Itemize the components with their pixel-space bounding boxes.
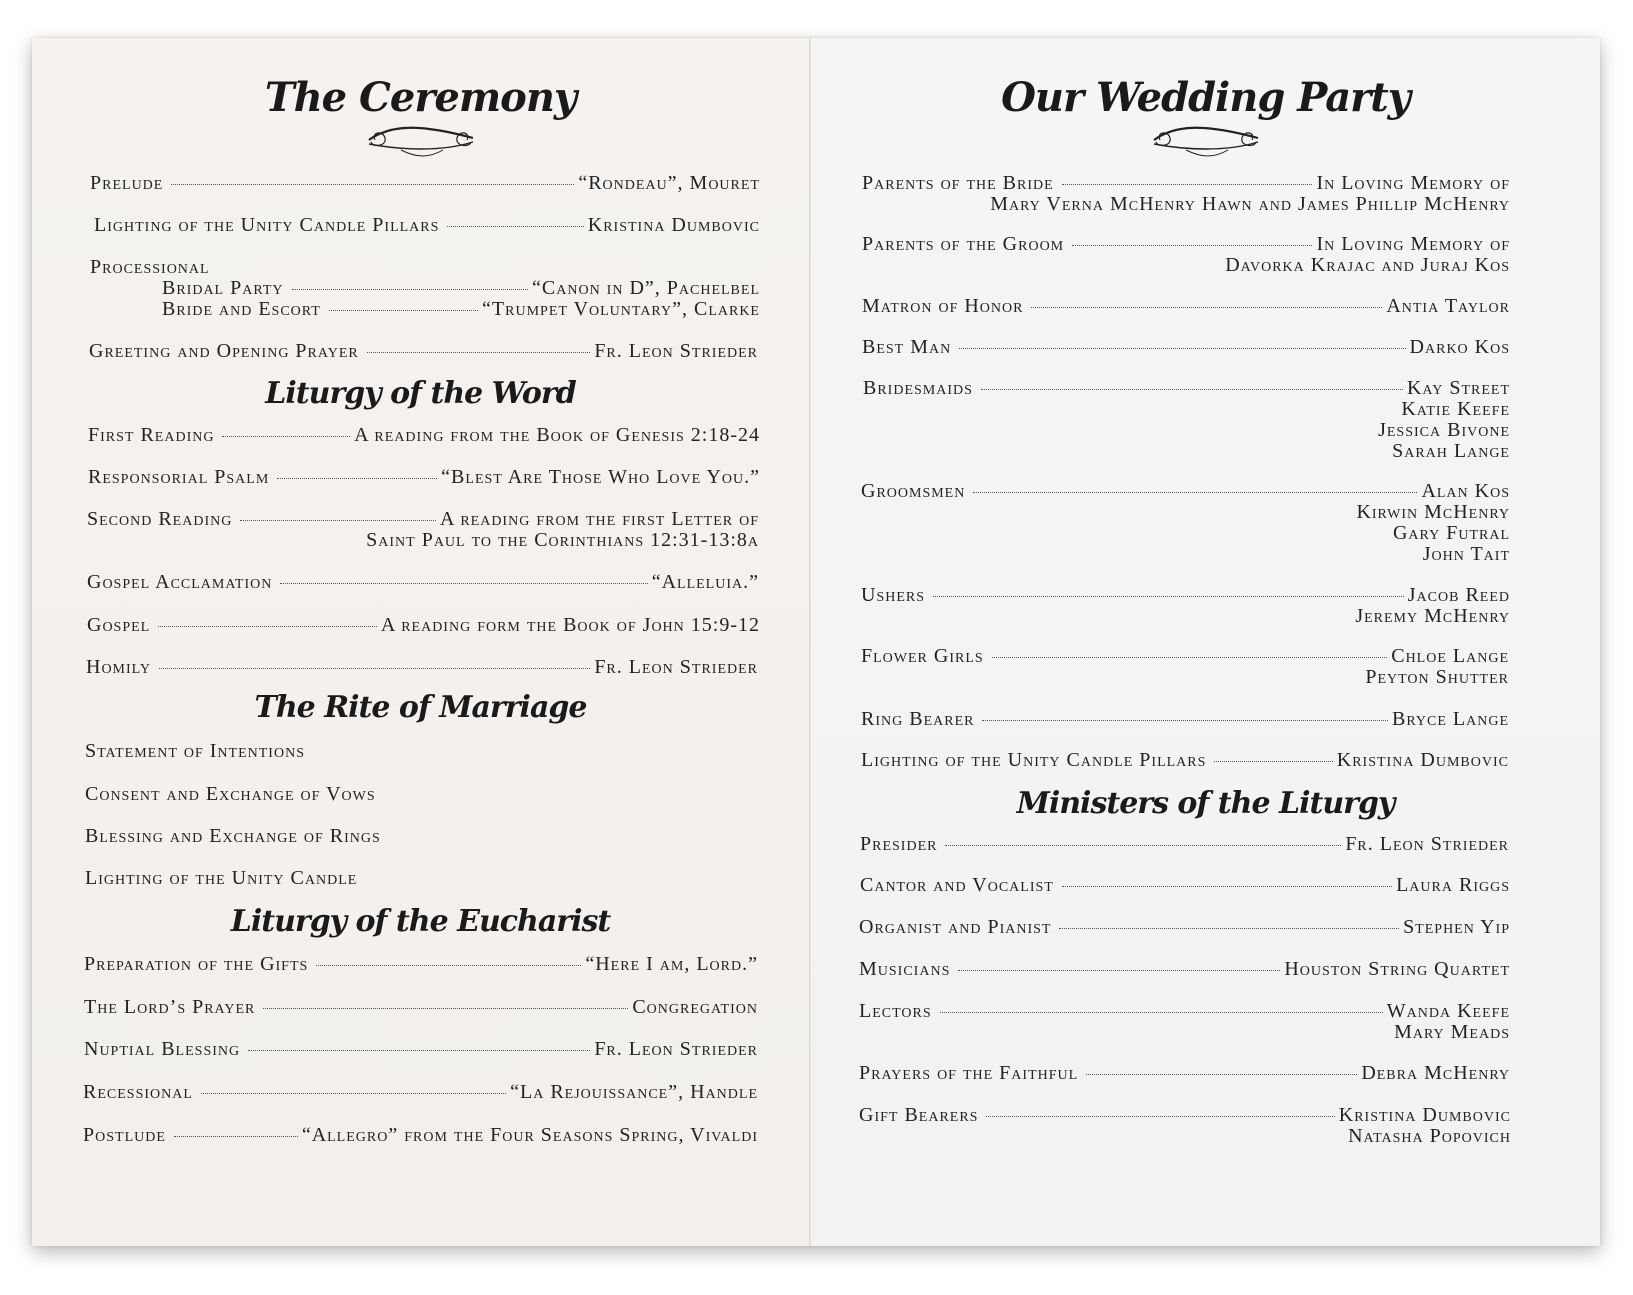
dot-leader bbox=[1072, 244, 1312, 246]
entry-value-continued: Jeremy McHenry bbox=[1355, 605, 1510, 627]
liturgy-eucharist-title: Liturgy of the Eucharist bbox=[230, 904, 611, 939]
entry-value-continued: Kirwin McHenry bbox=[1356, 501, 1510, 523]
entry-value-continued: Katie Keefe bbox=[1401, 398, 1510, 420]
entry-label: Groomsmen bbox=[861, 480, 966, 502]
organist-entry bbox=[859, 916, 1510, 937]
ceremony-title: The Ceremony bbox=[264, 74, 577, 121]
recessional-entry bbox=[83, 1081, 758, 1102]
entry-label: Prelude bbox=[90, 172, 164, 194]
entry-label: Cantor and Vocalist bbox=[860, 874, 1054, 896]
entry-value: “Alleluia.” bbox=[651, 571, 759, 593]
gift-bearers-entry bbox=[859, 1104, 1511, 1146]
entry-value: Antia Taylor bbox=[1386, 295, 1510, 317]
dot-leader bbox=[201, 1092, 506, 1094]
psalm-entry bbox=[88, 466, 760, 487]
homily-entry bbox=[86, 656, 758, 677]
entry-label: Best Man bbox=[862, 336, 952, 358]
gifts-entry bbox=[84, 953, 758, 974]
entry-label: Responsorial Psalm bbox=[88, 466, 270, 488]
entry-value: Kay Street bbox=[1406, 377, 1510, 399]
entry-value: In Loving Memory of bbox=[1316, 233, 1510, 255]
presider-entry bbox=[860, 833, 1509, 854]
entry-value: “Allegro” from the Four Seasons Spring, Vivaldi bbox=[301, 1124, 758, 1146]
musicians-entry bbox=[859, 958, 1510, 979]
dot-leader bbox=[986, 1115, 1334, 1117]
dot-leader bbox=[945, 844, 1341, 846]
entry-value: Fr. Leon Strieder bbox=[594, 656, 758, 678]
dot-leader bbox=[1062, 183, 1313, 185]
first-reading-entry bbox=[88, 424, 760, 445]
dot-leader bbox=[263, 1007, 628, 1009]
dot-leader bbox=[1086, 1073, 1357, 1075]
liturgy-word-title: Liturgy of the Word bbox=[265, 376, 576, 411]
dot-leader bbox=[933, 595, 1404, 597]
dot-leader bbox=[174, 1135, 298, 1137]
entry-label: First Reading bbox=[88, 424, 215, 446]
parents-bride-entry bbox=[862, 172, 1510, 214]
parents-groom-entry bbox=[862, 233, 1510, 275]
entry-label: Homily bbox=[86, 656, 151, 678]
entry-value-continued: Saint Paul to the Corinthians 12:31-13:8a bbox=[366, 529, 759, 551]
dot-leader bbox=[981, 388, 1403, 390]
entry-label: Greeting and Opening Prayer bbox=[89, 340, 359, 362]
dot-leader bbox=[159, 667, 590, 669]
entry-label: Processional bbox=[90, 256, 210, 278]
entry-label: Gospel bbox=[87, 614, 151, 636]
dot-leader bbox=[1214, 760, 1332, 762]
prayers-entry bbox=[859, 1062, 1510, 1083]
entry-label: Preparation of the Gifts bbox=[84, 953, 309, 975]
entry-label: Nuptial Blessing bbox=[84, 1038, 241, 1060]
entry-label: Lectors bbox=[859, 1000, 932, 1022]
entry-value: Fr. Leon Strieder bbox=[594, 1038, 758, 1060]
right-page bbox=[811, 38, 1600, 1246]
flower-girls-entry bbox=[861, 645, 1509, 687]
nuptial-blessing-entry bbox=[84, 1038, 758, 1059]
dot-leader bbox=[1062, 885, 1392, 887]
entry-value: Fr. Leon Strieder bbox=[1345, 833, 1509, 855]
entry-value-continued: Gary Futral bbox=[1392, 522, 1510, 544]
entry-label: Gift Bearers bbox=[859, 1104, 979, 1126]
entry-label: Bride and Escort bbox=[162, 298, 321, 320]
entry-value-continued: Mary Verna McHenry Hawn and James Phillip McHenry bbox=[990, 193, 1510, 215]
rite-item: Statement of Intentions bbox=[85, 740, 305, 762]
entry-label: Parents of the Groom bbox=[862, 233, 1065, 255]
dot-leader bbox=[222, 435, 350, 437]
entry-value: A reading form the Book of John 15:9-12 bbox=[380, 614, 760, 636]
postlude-entry bbox=[83, 1124, 758, 1145]
entry-value: Jacob Reed bbox=[1407, 584, 1510, 606]
groomsmen-entry bbox=[861, 480, 1510, 564]
rite-item: Consent and Exchange of Vows bbox=[85, 783, 376, 805]
dot-leader bbox=[982, 719, 1388, 721]
entry-value-continued: Jessica Bivone bbox=[1378, 419, 1510, 441]
lighting-pillars-entry bbox=[861, 749, 1509, 770]
entry-value: Kristina Dumbovic bbox=[587, 214, 760, 236]
flourish-ornament bbox=[361, 120, 481, 158]
matron-entry bbox=[862, 295, 1510, 316]
dot-leader bbox=[1059, 927, 1399, 929]
left-page bbox=[32, 38, 809, 1246]
entry-label: The Lord’s Prayer bbox=[84, 996, 256, 1018]
program-booklet bbox=[32, 38, 1600, 1246]
rite-item: Lighting of the Unity Candle bbox=[85, 867, 358, 889]
entry-value: Wanda Keefe bbox=[1386, 1000, 1510, 1022]
dot-leader bbox=[973, 491, 1417, 493]
cantor-entry bbox=[860, 874, 1510, 895]
entry-label: Lighting of the Unity Candle Pillars bbox=[94, 214, 440, 236]
entry-value: Stephen Yip bbox=[1403, 916, 1510, 938]
lords-prayer-entry bbox=[84, 996, 758, 1017]
entry-value: “Trumpet Voluntary”, Clarke bbox=[482, 298, 760, 320]
best-man-entry bbox=[862, 336, 1510, 357]
entry-value: “Here I am, Lord.” bbox=[585, 953, 758, 975]
entry-value-continued: John Tait bbox=[1422, 543, 1510, 565]
entry-value: “Canon in D”, Pachelbel bbox=[532, 277, 760, 299]
entry-value: In Loving Memory of bbox=[1316, 172, 1510, 194]
entry-value: Fr. Leon Strieder bbox=[594, 340, 758, 362]
entry-value-continued: Davorka Krajac and Juraj Kos bbox=[1225, 254, 1510, 276]
rite-of-marriage-title: The Rite of Marriage bbox=[254, 690, 587, 725]
entry-label: Flower Girls bbox=[861, 645, 984, 667]
processional-entry bbox=[90, 256, 760, 319]
entry-value: Kristina Dumbovic bbox=[1338, 1104, 1511, 1126]
dot-leader bbox=[367, 351, 591, 353]
flourish-ornament bbox=[1146, 120, 1266, 158]
dot-leader bbox=[940, 1011, 1383, 1013]
entry-value: A reading from the first Letter of bbox=[439, 508, 759, 530]
entry-value: Chloe Lange bbox=[1391, 645, 1509, 667]
entry-label: Matron of Honor bbox=[862, 295, 1024, 317]
entry-label: Bridal Party bbox=[162, 277, 284, 299]
dot-leader bbox=[1031, 306, 1382, 308]
entry-label: Prayers of the Faithful bbox=[859, 1062, 1079, 1084]
entry-value: Houston String Quartet bbox=[1284, 958, 1510, 980]
greeting-entry bbox=[89, 340, 758, 361]
rite-item: Blessing and Exchange of Rings bbox=[85, 825, 381, 847]
gospel-entry bbox=[87, 614, 760, 635]
entry-value: Bryce Lange bbox=[1391, 708, 1509, 730]
entry-label: Musicians bbox=[859, 958, 951, 980]
dot-leader bbox=[958, 969, 1280, 971]
entry-label: Postlude bbox=[83, 1124, 166, 1146]
entry-value: “La Rejouissance”, Handle bbox=[510, 1081, 758, 1103]
dot-leader bbox=[248, 1049, 590, 1051]
entry-label: Presider bbox=[860, 833, 938, 855]
entry-value: Laura Riggs bbox=[1396, 874, 1510, 896]
entry-label: Bridesmaids bbox=[863, 377, 973, 399]
dot-leader bbox=[447, 225, 583, 227]
lighting-pillars-entry bbox=[94, 214, 760, 235]
dot-leader bbox=[292, 288, 529, 290]
entry-value: Kristina Dumbovic bbox=[1336, 749, 1509, 771]
wedding-party-title: Our Wedding Party bbox=[1001, 74, 1410, 121]
entry-label: Recessional bbox=[83, 1081, 193, 1103]
dot-leader bbox=[992, 656, 1388, 658]
entry-value: Debra McHenry bbox=[1361, 1062, 1510, 1084]
second-reading-entry bbox=[87, 508, 759, 550]
entry-label: Organist and Pianist bbox=[859, 916, 1052, 938]
entry-value: A reading from the Book of Genesis 2:18-24 bbox=[354, 424, 760, 446]
entry-value: Congregation bbox=[632, 996, 758, 1018]
ministers-title: Ministers of the Liturgy bbox=[1016, 786, 1395, 821]
entry-value-continued: Mary Meads bbox=[1394, 1021, 1510, 1043]
dot-leader bbox=[959, 347, 1405, 349]
entry-value-continued: Sarah Lange bbox=[1392, 440, 1510, 462]
lectors-entry bbox=[859, 1000, 1510, 1042]
entry-value: “Blest Are Those Who Love You.” bbox=[441, 466, 760, 488]
dot-leader bbox=[316, 964, 581, 966]
entry-value-continued: Peyton Shutter bbox=[1365, 666, 1509, 688]
entry-label: Ring Bearer bbox=[861, 708, 975, 730]
dot-leader bbox=[277, 477, 437, 479]
dot-leader bbox=[171, 183, 574, 185]
entry-value: Alan Kos bbox=[1421, 480, 1510, 502]
prelude-entry bbox=[90, 172, 760, 193]
entry-label: Gospel Acclamation bbox=[87, 571, 273, 593]
entry-label: Ushers bbox=[861, 584, 926, 606]
acclamation-entry bbox=[87, 571, 759, 592]
dot-leader bbox=[329, 309, 478, 311]
entry-label: Lighting of the Unity Candle Pillars bbox=[861, 749, 1207, 771]
entry-value: “Rondeau”, Mouret bbox=[578, 172, 760, 194]
entry-value-continued: Natasha Popovich bbox=[1348, 1125, 1511, 1147]
dot-leader bbox=[280, 582, 647, 584]
entry-label: Second Reading bbox=[87, 508, 233, 530]
ring-bearer-entry bbox=[861, 708, 1509, 729]
entry-label: Parents of the Bride bbox=[862, 172, 1054, 194]
bridesmaids-entry bbox=[863, 377, 1510, 461]
ushers-entry bbox=[861, 584, 1510, 626]
entry-value: Darko Kos bbox=[1409, 336, 1510, 358]
dot-leader bbox=[158, 625, 377, 627]
dot-leader bbox=[240, 519, 436, 521]
